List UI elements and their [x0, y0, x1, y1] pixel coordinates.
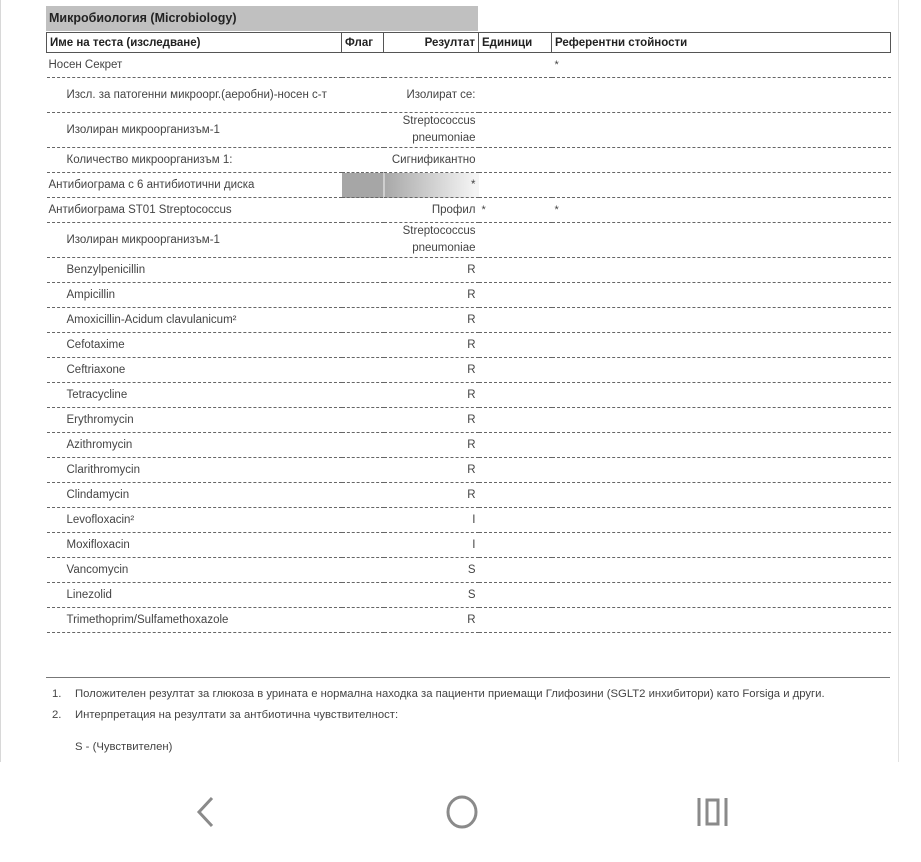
footer-divider [46, 677, 890, 678]
table-row [47, 308, 891, 333]
cell-test-name: Изолиран микроорганизъм-1 [47, 113, 342, 148]
cell-reference [552, 383, 891, 408]
cell-flag [342, 358, 384, 383]
cell-flag [342, 383, 384, 408]
table-row [47, 53, 891, 78]
cell-test-name: Изолиран микроорганизъм-1 [47, 223, 342, 258]
table-row [47, 608, 891, 633]
android-navigation-bar [0, 762, 921, 862]
cell-units [479, 148, 552, 173]
recents-icon [694, 790, 738, 834]
cell-test-name: Изсл. за патогенни микроорг.(аеробни)-носен с-т [47, 78, 342, 113]
cell-result: R [384, 408, 479, 433]
legend-susceptible: S - (Чувствителен) [75, 741, 173, 753]
cell-reference [552, 608, 891, 633]
cell-result: R [384, 433, 479, 458]
cell-units [479, 408, 552, 433]
cell-test-name: Ampicillin [47, 283, 342, 308]
cell-result: R [384, 258, 479, 283]
table-row [47, 173, 891, 198]
note-text: Положителен резултат за глюкоза в урината е нормална находка за пациенти приемащи Глифозини (SGLT2 инхибитори) като Forsiga и други. [75, 688, 825, 700]
note-item [52, 684, 825, 705]
cell-reference [552, 358, 891, 383]
header-flag: Флаг [342, 33, 384, 53]
cell-result: R [384, 308, 479, 333]
cell-flag [342, 433, 384, 458]
cell-flag [342, 458, 384, 483]
cell-reference [552, 258, 891, 283]
table-header-row [47, 33, 891, 53]
cell-result: Сигнификантно [384, 148, 479, 173]
cell-reference: * [552, 198, 891, 223]
cell-result: Профил [384, 198, 479, 223]
cell-units [479, 533, 552, 558]
table-row [47, 408, 891, 433]
cell-units [479, 258, 552, 283]
cell-result: R [384, 608, 479, 633]
cell-reference: * [552, 53, 891, 78]
table-row [47, 148, 891, 173]
cell-units [479, 608, 552, 633]
cell-test-name: Levofloxacin² [47, 508, 342, 533]
cell-units [479, 283, 552, 308]
cell-flag [342, 408, 384, 433]
cell-reference [552, 458, 891, 483]
cell-reference [552, 283, 891, 308]
cell-result: R [384, 283, 479, 308]
cell-test-name: Erythromycin [47, 408, 342, 433]
cell-flag [342, 113, 384, 148]
cell-result: I [384, 533, 479, 558]
cell-test-name: Tetracycline [47, 383, 342, 408]
cell-test-name: Moxifloxacin [47, 533, 342, 558]
cell-units [479, 458, 552, 483]
cell-test-name: Trimethoprim/Sulfamethoxazole [47, 608, 342, 633]
table-row [47, 223, 891, 258]
recents-button[interactable] [694, 790, 738, 834]
cell-test-name: Linezolid [47, 583, 342, 608]
cell-flag [342, 483, 384, 508]
note-number: 2. [52, 709, 62, 721]
back-button[interactable] [186, 790, 230, 834]
note-number: 1. [52, 688, 62, 700]
cell-units [479, 358, 552, 383]
cell-reference [552, 333, 891, 358]
cell-flag [342, 198, 384, 223]
circle-home-icon [440, 790, 484, 834]
header-units: Единици [479, 33, 552, 53]
cell-flag [342, 608, 384, 633]
cell-flag [342, 223, 384, 258]
cell-result: S [384, 558, 479, 583]
cell-reference [552, 78, 891, 113]
cell-flag [342, 283, 384, 308]
table-row [47, 458, 891, 483]
header-name: Име на теста (изследване) [47, 33, 342, 53]
cell-units [479, 223, 552, 258]
cell-units [479, 558, 552, 583]
table-row [47, 558, 891, 583]
note-item [52, 705, 825, 726]
cell-units [479, 583, 552, 608]
cell-flag [342, 558, 384, 583]
cell-flag [342, 173, 384, 198]
cell-units [479, 53, 552, 78]
cell-test-name: Антибиограма ST01 Streptococcus [47, 198, 342, 223]
cell-test-name: Носен Секрет [47, 53, 342, 78]
cell-result: R [384, 333, 479, 358]
cell-test-name: Clindamycin [47, 483, 342, 508]
cell-reference [552, 583, 891, 608]
cell-reference [552, 223, 891, 258]
cell-test-name: Cefotaxime [47, 333, 342, 358]
cell-units [479, 173, 552, 198]
cell-flag [342, 333, 384, 358]
cell-units [479, 433, 552, 458]
cell-units [479, 383, 552, 408]
cell-flag [342, 53, 384, 78]
cell-reference [552, 148, 891, 173]
header-result: Резултат [384, 33, 479, 53]
cell-reference [552, 408, 891, 433]
cell-test-name: Amoxicillin-Acidum clavulanicum² [47, 308, 342, 333]
table-row [47, 383, 891, 408]
table-row [47, 508, 891, 533]
cell-units: * [479, 198, 552, 223]
cell-flag [342, 258, 384, 283]
cell-units [479, 333, 552, 358]
cell-units [479, 78, 552, 113]
table-row [47, 483, 891, 508]
cell-reference [552, 433, 891, 458]
cell-result: R [384, 383, 479, 408]
cell-result: * [384, 173, 479, 198]
note-text: Интерпретация на резултати за антбиотична чувствителност: [75, 709, 399, 721]
cell-test-name: Vancomycin [47, 558, 342, 583]
cell-flag [342, 508, 384, 533]
cell-reference [552, 558, 891, 583]
cell-reference [552, 113, 891, 148]
cell-result: S [384, 583, 479, 608]
cell-test-name: Benzylpenicillin [47, 258, 342, 283]
cell-result [384, 53, 479, 78]
table-row [47, 283, 891, 308]
cell-units [479, 483, 552, 508]
cell-flag [342, 583, 384, 608]
cell-reference [552, 483, 891, 508]
table-row [47, 258, 891, 283]
cell-flag [342, 308, 384, 333]
table-row [47, 198, 891, 223]
cell-test-name: Ceftriaxone [47, 358, 342, 383]
results-table [46, 32, 891, 633]
table-row [47, 583, 891, 608]
table-row [47, 113, 891, 148]
table-row [47, 533, 891, 558]
cell-result: Streptococcus pneumoniae [384, 113, 479, 148]
cell-test-name: Антибиограма с 6 антибиотични диска [47, 173, 342, 198]
cell-test-name: Количество микроорганизъм 1: [47, 148, 342, 173]
cell-test-name: Azithromycin [47, 433, 342, 458]
cell-units [479, 308, 552, 333]
cell-result: Streptococcus pneumoniae [384, 223, 479, 258]
cell-reference [552, 308, 891, 333]
cell-flag [342, 148, 384, 173]
cell-result: Изолират се: [384, 78, 479, 113]
table-row [47, 78, 891, 113]
cell-reference [552, 173, 891, 198]
cell-flag [342, 78, 384, 113]
cell-result: R [384, 483, 479, 508]
section-title: Микробиология (Microbiology) [46, 6, 478, 31]
cell-result: R [384, 358, 479, 383]
cell-reference [552, 533, 891, 558]
table-row [47, 358, 891, 383]
chevron-left-icon [186, 790, 230, 834]
table-row [47, 333, 891, 358]
cell-result: R [384, 458, 479, 483]
notes-list [52, 684, 825, 726]
table-row [47, 433, 891, 458]
cell-test-name: Clarithromycin [47, 458, 342, 483]
header-reference: Референтни стойности [552, 33, 891, 53]
cell-units [479, 508, 552, 533]
cell-units [479, 113, 552, 148]
home-button[interactable] [440, 790, 484, 834]
cell-result: I [384, 508, 479, 533]
cell-flag [342, 533, 384, 558]
cell-reference [552, 508, 891, 533]
